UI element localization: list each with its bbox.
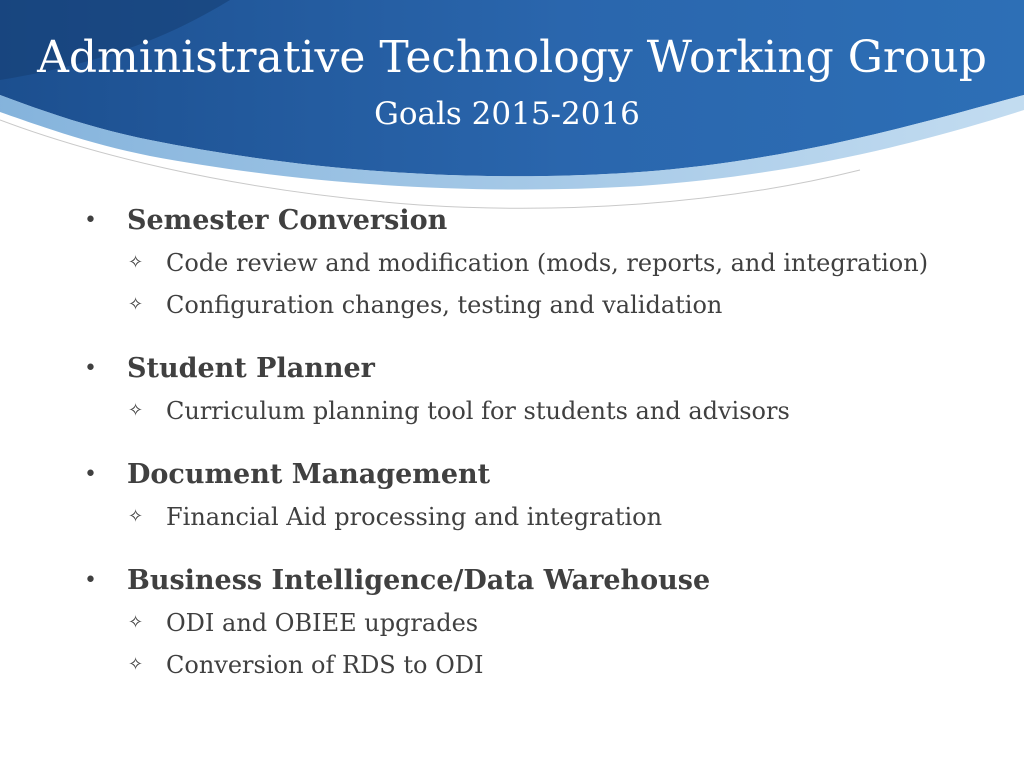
- section-document-management: [84, 454, 984, 538]
- section-heading: [84, 560, 984, 602]
- bullet-icon: •: [84, 356, 97, 381]
- list-item-text: Financial Aid processing and integration: [166, 503, 663, 531]
- list-item: [84, 496, 984, 538]
- heading-text: Semester Conversion: [127, 205, 448, 236]
- star-bullet-icon: ✧: [128, 252, 144, 273]
- section-heading: [84, 348, 984, 390]
- heading-text: Business Intelligence/Data Warehouse: [127, 565, 711, 596]
- list-item-text: Conversion of RDS to ODI: [166, 651, 484, 679]
- slide-subtitle: Goals 2015-2016: [374, 96, 640, 132]
- star-bullet-icon: ✧: [128, 400, 144, 421]
- list-item-text: ODI and OBIEE upgrades: [166, 609, 479, 637]
- star-bullet-icon: ✧: [128, 612, 144, 633]
- bullet-icon: •: [84, 462, 97, 487]
- list-item: [84, 242, 984, 284]
- bullet-icon: •: [84, 568, 97, 593]
- list-item: [84, 644, 984, 686]
- slide-title: Administrative Technology Working Group: [37, 32, 987, 83]
- section-heading: [84, 454, 984, 496]
- heading-text: Document Management: [127, 459, 491, 490]
- bullet-icon: •: [84, 208, 97, 233]
- list-item: [84, 390, 984, 432]
- star-bullet-icon: ✧: [128, 294, 144, 315]
- section-semester-conversion: [84, 200, 984, 326]
- section-business-intelligence: [84, 560, 984, 686]
- list-item-text: Configuration changes, testing and validation: [166, 291, 723, 319]
- slide-content: [84, 200, 984, 708]
- star-bullet-icon: ✧: [128, 654, 144, 675]
- list-item-text: Curriculum planning tool for students and advisors: [166, 397, 790, 425]
- section-student-planner: [84, 348, 984, 432]
- heading-text: Student Planner: [127, 353, 375, 384]
- list-item-text: Code review and modification (mods, reports, and integration): [166, 249, 929, 277]
- section-heading: [84, 200, 984, 242]
- list-item: [84, 284, 984, 326]
- list-item: [84, 602, 984, 644]
- star-bullet-icon: ✧: [128, 506, 144, 527]
